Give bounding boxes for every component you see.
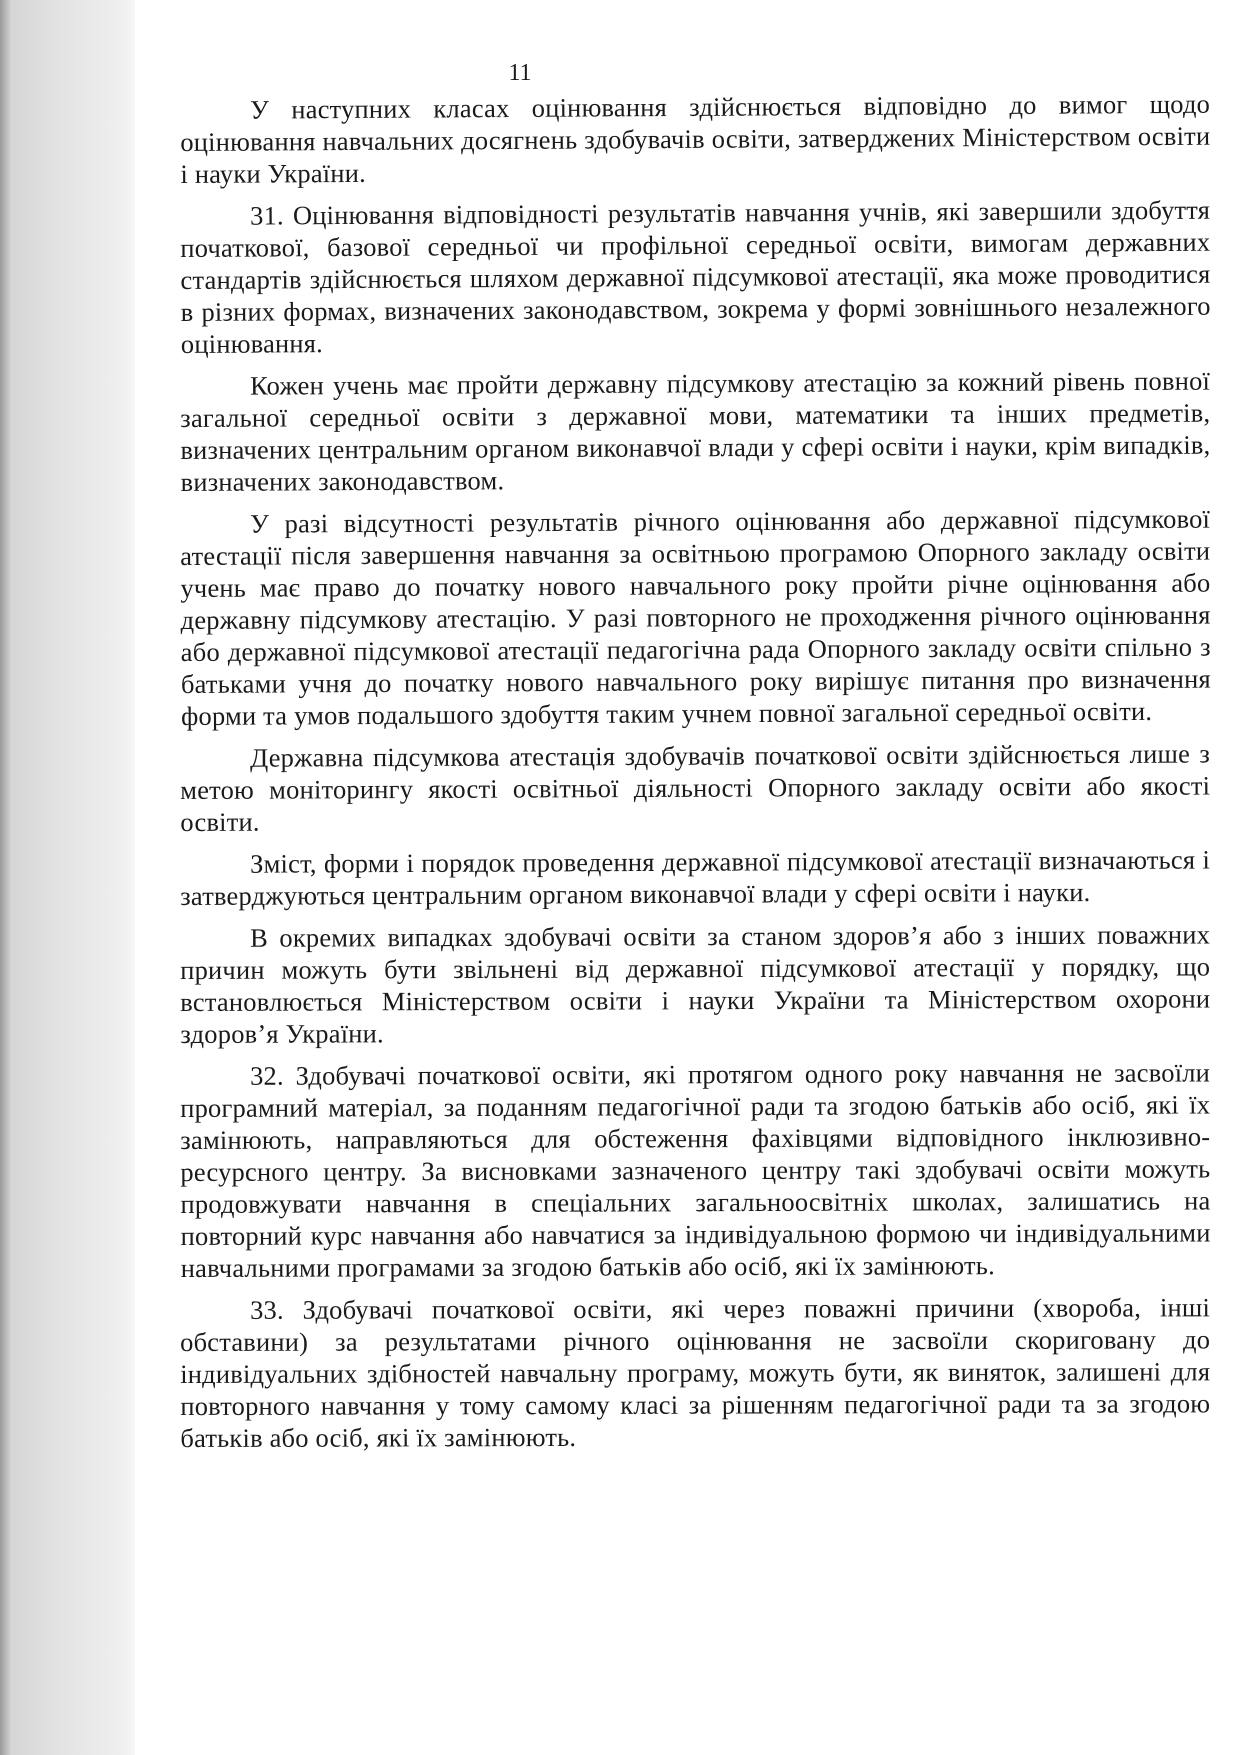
paragraph: Державна підсумкова атестація здобувачів початкової освіти здійснюється лише з метою моніторингу якості освітньої діяльності Опорного закладу освіти або якості освіти. (180, 738, 1211, 837)
paragraph: Зміст, форми і порядок проведення державної підсумкової атестації визначаються і затверджуються центральним органом виконавчої влади у сфері освіти і науки. (180, 844, 1211, 911)
paragraph: У разі відсутності результатів річного оцінювання або державної підсумкової атестації після завершення навчання за освітньою програмою Опорного закладу освіти учень має право до початку нового навчального року пройти річне оцінювання або державну підсумкову атестацію. У разі повторного не проходження річного оцінювання або державної підсумкової атестації педагогічна рада Опорного закладу освіти спільно з батьками учня до початку нового навчального року вирішує питання про визначення форми та умов подальшого здобуття таким учнем повної загальної середньої освіти. (180, 503, 1211, 731)
paragraph-33: 33. Здобувачі початкової освіти, які через поважні причини (хвороба, інші обставини) за результатами річного оцінювання не засвоїли скориговану до індивідуальних здібностей навчальну програму, можуть бути, як виняток, залишені для повторного навчання у тому самому класі за рішенням педагогічної ради та за згодою батьків або осіб, які їх замінюють. (180, 1292, 1211, 1453)
binding-shadow (0, 0, 10, 1755)
paragraph: У наступних класах оцінювання здійснюється відповідно до вимог щодо оцінювання навчальних досягнень здобувачів освіти, затверджених Міністерством освіти і науки України. (180, 88, 1211, 189)
previous-page-bleed-through (0, 0, 135, 1755)
paragraph-32: 32. Здобувачі початкової освіти, які протягом одного року навчання не засвоїли програмний матеріал, за поданням педагогічної ради та згодою батьків або осіб, які їх замінюють, направляються для обстеження фахівцями відповідного інклюзивно-ресурсного центру. За висновками зазначеного центру такі здобувачі освіти можуть продовжувати навчання в спеціальних загальноосвітніх школах, залишатись на повторний курс навчання або навчатися за індивідуальною формою чи індивідуальними навчальними програмами за згодою батьків або осіб, які їх замінюють. (180, 1057, 1211, 1283)
paragraph: В окремих випадках здобувачі освіти за станом здоров’я або з інших поважних причин можуть бути звільнені від державної підсумкової атестації у порядку, що встановлюється Міністерством освіти і науки України та Міністерством охорони здоров’я України. (180, 919, 1211, 1049)
document-page (180, 58, 1210, 1460)
page-number: 11 (508, 60, 532, 86)
paragraph: Кожен учень має пройти державну підсумкову атестацію за кожний рівень повної загальної середньої освіти з державної мови, математики та інших предметів, визначених центральним органом виконавчої влади у сфері освіти і науки, крім випадків, визначених законодавством. (180, 365, 1211, 497)
paragraph-31: 31. Оцінювання відповідності результатів навчання учнів, які завершили здобуття початкової, базової середньої чи профільної середньої освіти, вимогам державних стандартів здійснюється шляхом державної підсумкової атестації, яка може проводитися в різних формах, визначених законодавством, зокрема у формі зовнішнього незалежного оцінювання. (180, 194, 1211, 359)
